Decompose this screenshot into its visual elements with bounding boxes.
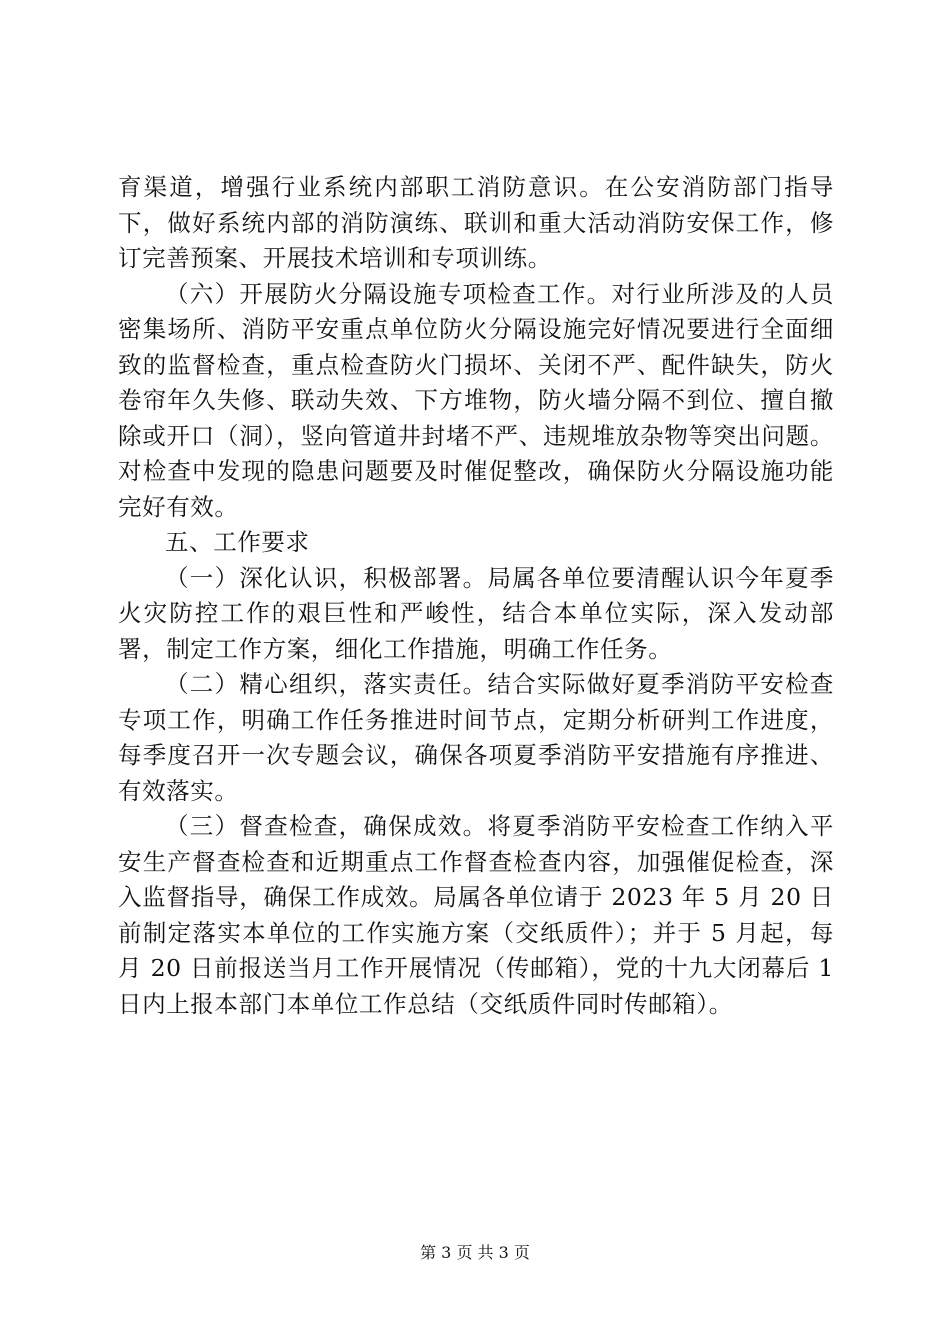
paragraph-requirement-3: （三）督查检查，确保成效。将夏季消防平安检查工作纳入平安生产督查检查和近期重点工作督查检查内容，加强催促检查，深入监督指导，确保工作成效。局属各单位请于 2023 年 5 月 20 日前制定落实本单位的工作实施方案（交纸质件）；并于 5 月起，每月 20 日前报送当月工作开展情况（传邮箱），党的十九大闭幕后 1 日内上报本部门本单位工作总结（交纸质件同时传邮箱）。	[118, 812, 834, 1018]
document-body	[118, 170, 834, 1022]
paragraph-requirement-2: （二）精心组织，落实责任。结合实际做好夏季消防平安检查专项工作，明确工作任务推进时间节点，定期分析研判工作进度，每季度召开一次专题会议，确保各项夏季消防平安措施有序推进、有效落实。	[118, 670, 834, 805]
section-heading-work-requirements: 五、工作要求	[165, 528, 310, 556]
page-number-footer: 第 3 页 共 3 页	[420, 1243, 530, 1262]
paragraph-continuation: 育渠道，增强行业系统内部职工消防意识。在公安消防部门指导下，做好系统内部的消防演练、联训和重大活动消防安保工作，修订完善预案、开展技术培训和专项训练。	[118, 173, 834, 272]
paragraph-requirement-1: （一）深化认识，积极部署。局属各单位要清醒认识今年夏季火灾防控工作的艰巨性和严峻性，结合本单位实际，深入发动部署，制定工作方案，细化工作措施，明确工作任务。	[118, 563, 834, 663]
paragraph-fire-separation-inspection: （六）开展防火分隔设施专项检查工作。对行业所涉及的人员密集场所、消防平安重点单位防火分隔设施完好情况要进行全面细致的监督检查，重点检查防火门损坏、关闭不严、配件缺失，防火卷帘年久失修、联动失效、下方堆物，防火墙分隔不到位、擅自撤除或开口（洞），竖向管道井封堵不严、违规堆放杂物等突出问题。对检查中发现的隐患问题要及时催促整改，确保防火分隔设施功能完好有效。	[118, 279, 834, 521]
